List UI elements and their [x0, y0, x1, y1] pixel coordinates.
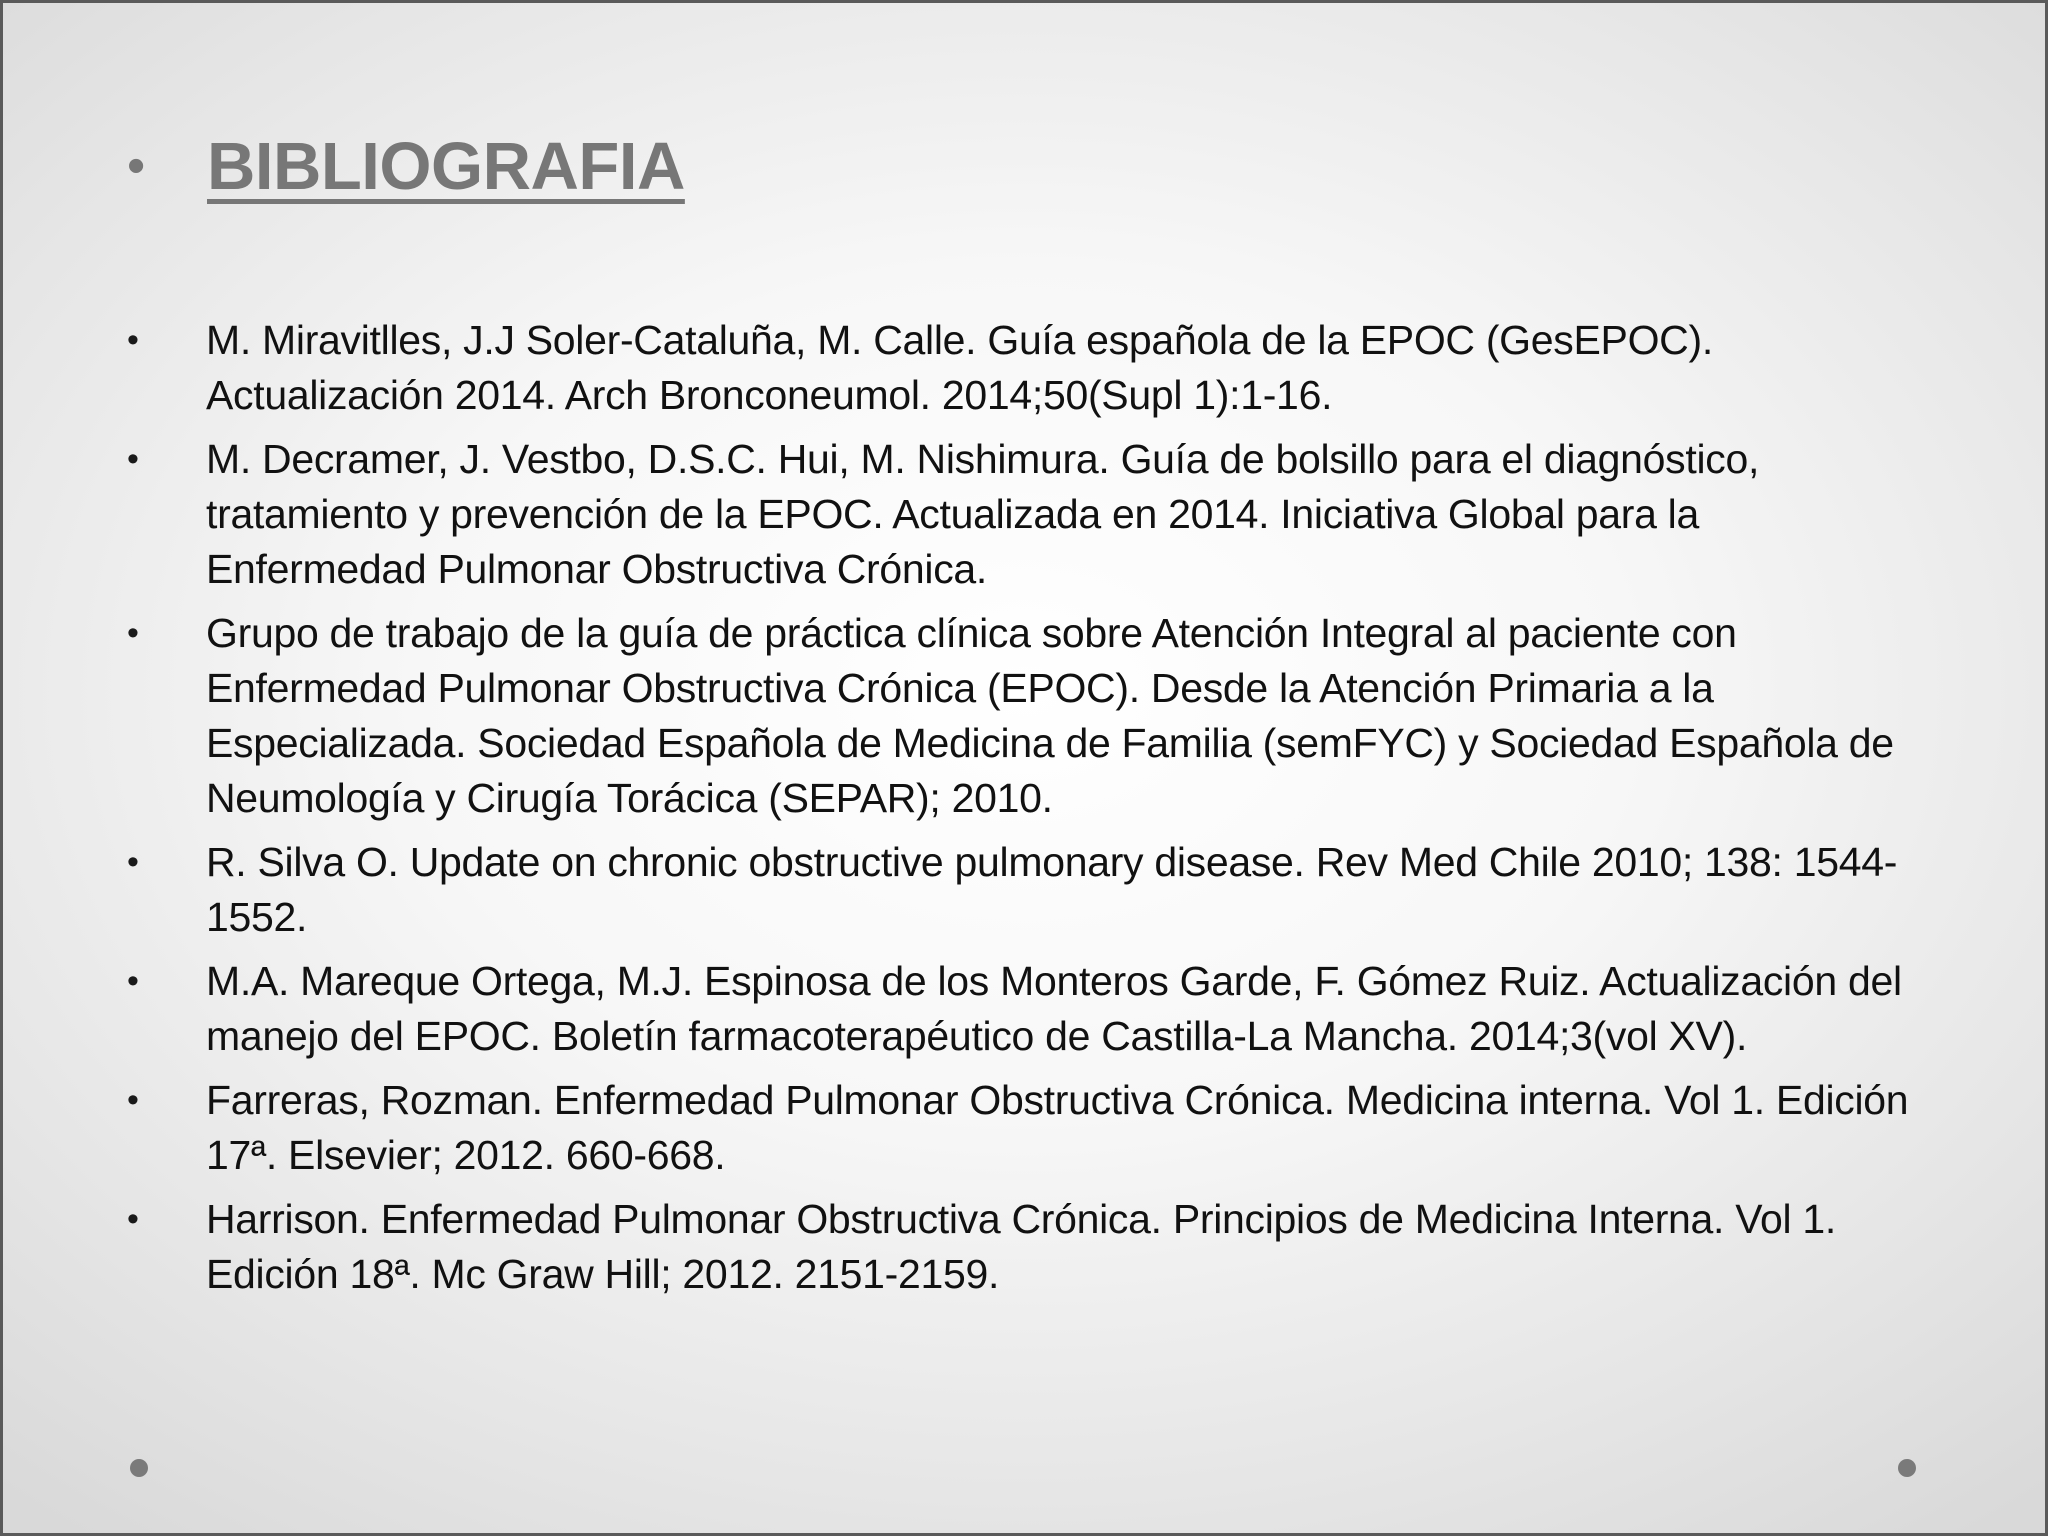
reference-text: M.A. Mareque Ortega, M.J. Espinosa de los Monteros Garde, F. Gómez Ruiz. Actualización del manejo del EPOC. Boletín farmacoterapéutico de Castilla-La Mancha. 2014;3(vol XV). [206, 958, 1902, 1059]
bullet-icon: • [127, 962, 139, 1000]
reference-item [127, 313, 1927, 423]
reference-text: Farreras, Rozman. Enfermedad Pulmonar Obstructiva Crónica. Medicina interna. Vol 1. Edición 17ª. Elsevier; 2012. 660-668. [206, 1077, 1909, 1178]
bullet-icon: • [127, 843, 139, 881]
bullet-icon: • [127, 1081, 139, 1119]
corner-dot-right [1898, 1459, 1916, 1477]
bullet-icon: • [127, 321, 139, 359]
title-row [127, 121, 685, 211]
reference-item [127, 432, 1927, 597]
reference-item [127, 606, 1927, 826]
reference-text: Grupo de trabajo de la guía de práctica clínica sobre Atención Integral al paciente con Enfermedad Pulmonar Obstructiva Crónica (EPOC). Desde la Atención Primaria a la Especializada. Sociedad Española de Medicina de Familia (semFYC) y Sociedad Española de Neumología y Cirugía Torácica (SEPAR); 2010. [206, 610, 1894, 821]
reference-text: R. Silva O. Update on chronic obstructive pulmonary disease. Rev Med Chile 2010; 138: 1544-1552. [206, 839, 1898, 940]
title-bullet: • [127, 137, 146, 195]
reference-item [127, 835, 1927, 945]
reference-text: M. Decramer, J. Vestbo, D.S.C. Hui, M. Nishimura. Guía de bolsillo para el diagnóstico, tratamiento y prevención de la EPOC. Actualizada en 2014. Iniciativa Global para la Enfermedad Pulmonar Obstructiva Crónica. [206, 436, 1760, 592]
bullet-icon: • [127, 614, 139, 652]
slide-title: BIBLIOGRAFIA [207, 128, 685, 204]
corner-dot-left [130, 1459, 148, 1477]
reference-item [127, 954, 1927, 1064]
bullet-icon: • [127, 440, 139, 478]
reference-text: Harrison. Enfermedad Pulmonar Obstructiva Crónica. Principios de Medicina Interna. Vol 1. Edición 18ª. Mc Graw Hill; 2012. 2151-2159. [206, 1196, 1837, 1297]
reference-item [127, 1192, 1927, 1302]
reference-item [127, 1073, 1927, 1183]
reference-text: M. Miravitlles, J.J Soler-Cataluña, M. Calle. Guía española de la EPOC (GesEPOC). Actualización 2014. Arch Bronconeumol. 2014;50(Supl 1):1-16. [206, 317, 1713, 418]
reference-list [127, 313, 1927, 1311]
bullet-icon: • [127, 1200, 139, 1238]
